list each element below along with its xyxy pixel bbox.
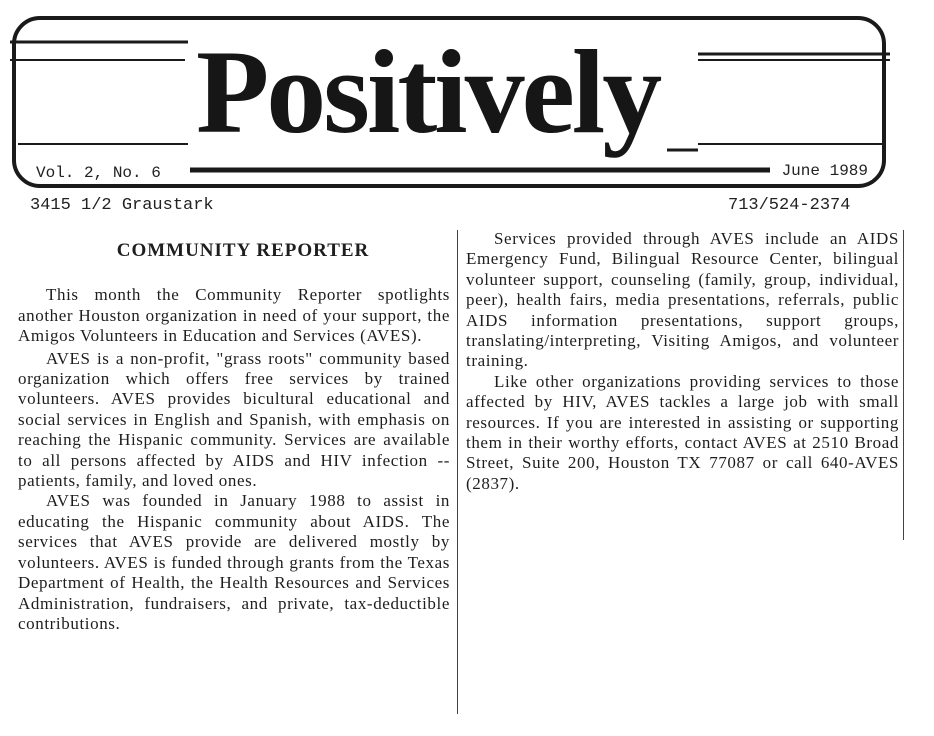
article-paragraph: This month the Community Reporter spotlights another Houston organization in need of your support, the Amigos Volunteers in Education and Services (AVES).: [18, 285, 450, 346]
article-paragraph: Services provided through AVES include an AIDS Emergency Fund, Bilingual Resource Center, bilingual volunteer support, counseling (family, group, individual, peer), health fairs, media presentations, referrals, public AIDS information presentations, support groups, translating/interpreting, Visiting Amigos, and volunteer training.: [466, 229, 899, 371]
phone-number: 713/524-2374: [728, 196, 851, 215]
article-right-column: [466, 229, 899, 494]
article-paragraph: AVES is a non-profit, "grass roots" community based organization which offers free services by trained volunteers. AVES provides bicultural educational and social services in English and Spanish, with emphasis on reaching the Hispanic community. Services are available to all persons affected by AIDS and HIV infection --patients, family, and loved ones.: [18, 348, 450, 491]
article-paragraph: AVES was founded in January 1988 to assist in educating the Hispanic community about AIDS. The services that AVES provide are delivered mostly by volunteers. AVES is funded through grants from the Texas Department of Health, the Health Resources and Services Administration, fundraisers, and private, tax-deductible contributions.: [18, 491, 450, 633]
masthead: [10, 14, 890, 192]
issue-number: Vol. 2, No. 6: [32, 164, 165, 182]
column-divider-right: [903, 230, 904, 540]
article-heading: COMMUNITY REPORTER: [116, 240, 370, 261]
article-left-column: [18, 236, 450, 714]
issue-date: June 1989: [778, 162, 872, 180]
column-divider-top: [457, 230, 458, 714]
newsletter-title: Positively: [188, 32, 667, 152]
article-paragraph: Like other organizations providing services to those affected by HIV, AVES tackles a large job with small resources. If you are interested in assisting or supporting them in their worthy efforts, contact AVES at 2510 Broad Street, Suite 200, Houston TX 77087 or call 640-AVES (2837).: [466, 371, 899, 493]
street-address: 3415 1/2 Graustark: [30, 196, 214, 215]
